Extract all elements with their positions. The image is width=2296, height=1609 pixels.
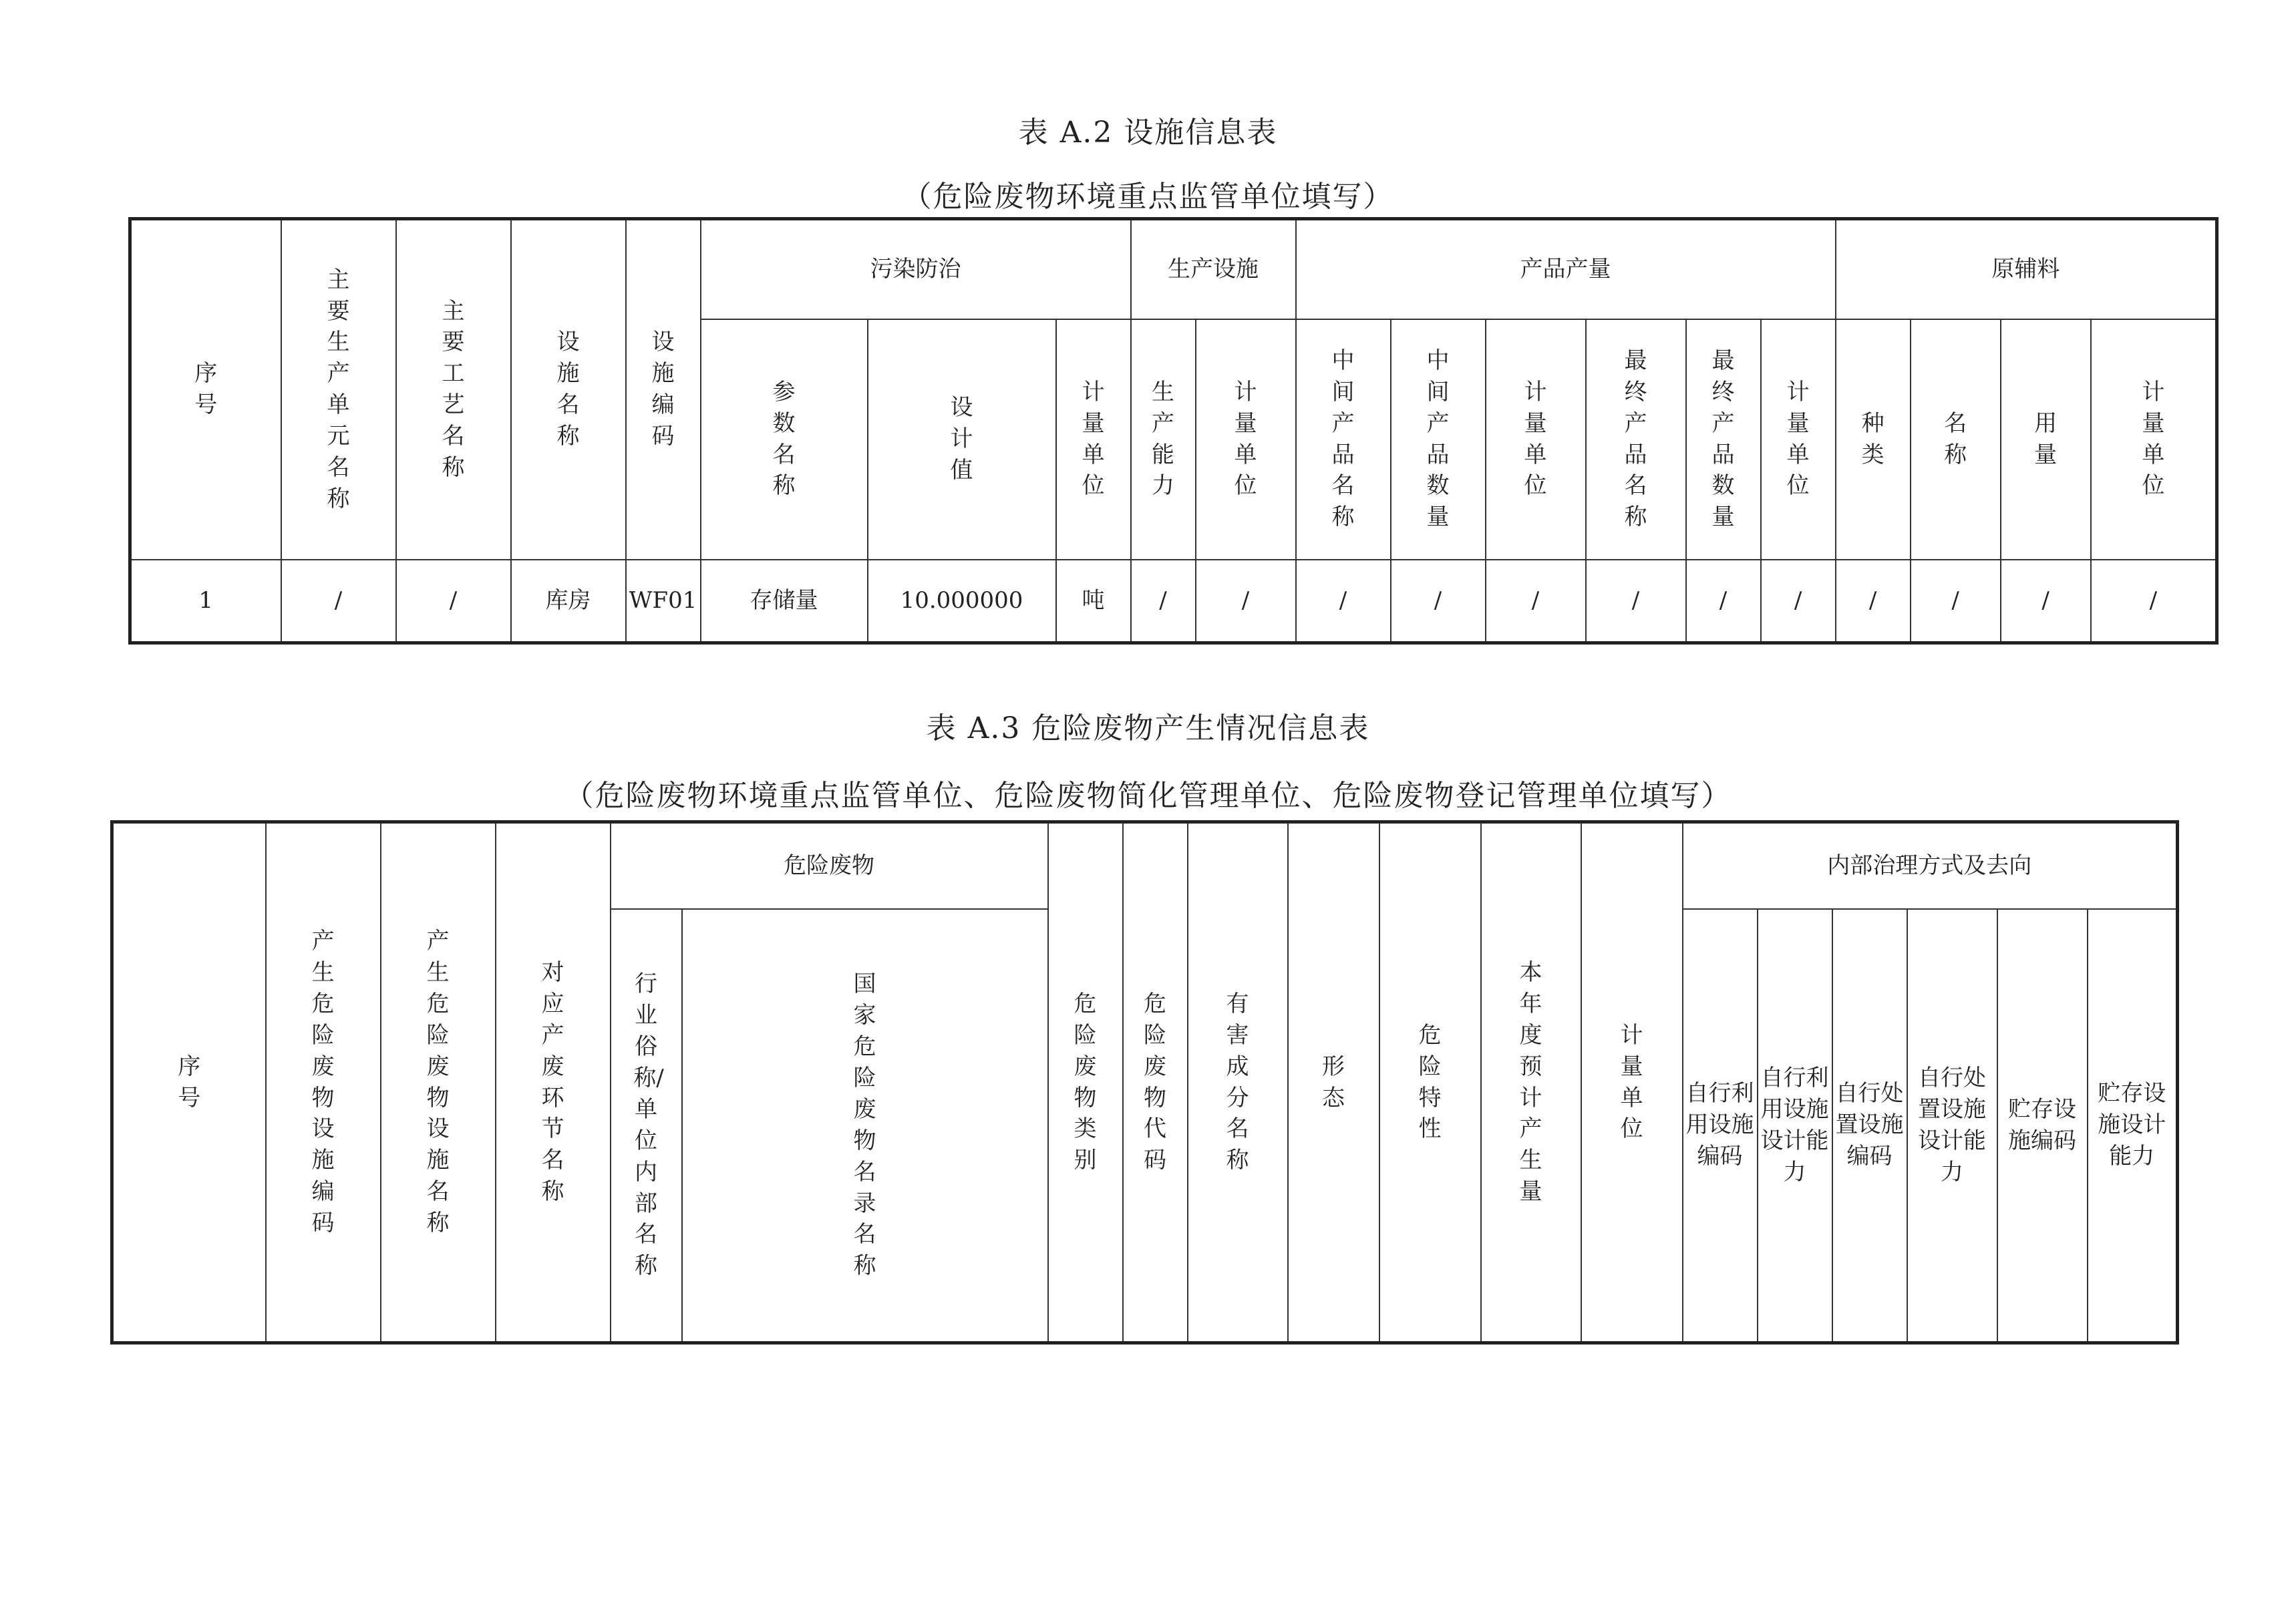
header-main-process: 主要工艺名称 [396, 219, 511, 560]
header-hazardous-waste: 危险废物 [611, 822, 1048, 909]
header-unit: 计量单位 [1581, 822, 1683, 1343]
cell-final-qty: / [1686, 560, 1761, 643]
header-seq: 序号 [112, 822, 266, 1343]
facility-info-table [128, 217, 2219, 645]
header-self-disposal-code: 自行处置设施编码 [1832, 909, 1907, 1343]
header-unit-intermediate: 计量单位 [1486, 319, 1586, 560]
cell-main-process: / [396, 560, 511, 643]
header-final-name: 最终产品名称 [1586, 319, 1686, 560]
table-a3-title: 表 A.3 危险废物产生情况信息表 [926, 711, 1370, 745]
header-param-name: 参数名称 [701, 319, 868, 560]
header-unit-final: 计量单位 [1761, 319, 1836, 560]
header-unit-capacity: 计量单位 [1196, 319, 1296, 560]
cell-unit-capacity: / [1196, 560, 1296, 643]
header-intermediate-qty: 中间产品数量 [1391, 319, 1486, 560]
header-self-use-code: 自行利用设施编码 [1683, 909, 1758, 1343]
header-internal: 内部治理方式及去向 [1683, 822, 2178, 909]
header-code: 危险废物代码 [1123, 822, 1188, 1343]
header-pollution: 污染防治 [701, 219, 1131, 319]
table-a3-subtitle: （危险废物环境重点监管单位、危险废物简化管理单位、危险废物登记管理单位填写） [564, 779, 1732, 813]
header-category: 危险废物类别 [1048, 822, 1123, 1343]
header-kind: 种类 [1836, 319, 1911, 560]
header-name: 名称 [1911, 319, 2001, 560]
header-national-name: 国家危险废物名录名称 [682, 909, 1048, 1343]
header-storage-capacity: 贮存设施设计能力 [2088, 909, 2178, 1343]
cell-intermediate-qty: / [1391, 560, 1486, 643]
cell-intermediate-name: / [1296, 560, 1391, 643]
cell-unit-final: / [1761, 560, 1836, 643]
cell-kind: / [1836, 560, 1911, 643]
cell-capacity: / [1131, 560, 1196, 643]
cell-facility-name: 库房 [511, 560, 626, 643]
header-intermediate-name: 中间产品名称 [1296, 319, 1391, 560]
header-final-qty: 最终产品数量 [1686, 319, 1761, 560]
header-property: 危险特性 [1379, 822, 1481, 1343]
table-a2-subtitle: （危险废物环境重点监管单位填写） [902, 180, 1394, 214]
header-facility-name: 设施名称 [511, 219, 626, 560]
header-facility-code: 设施编码 [626, 219, 701, 560]
header-main-unit: 主要生产单元名称 [281, 219, 396, 560]
cell-unit-intermediate: / [1486, 560, 1586, 643]
hazardous-waste-table [110, 820, 2179, 1345]
cell-usage: / [2001, 560, 2091, 643]
header-seq: 序号 [130, 219, 281, 560]
header-raw-material: 原辅料 [1836, 219, 2217, 319]
header-usage: 用量 [2001, 319, 2091, 560]
cell-unit-pollution: 吨 [1056, 560, 1131, 643]
cell-main-unit: / [281, 560, 396, 643]
header-harmful: 有害成分名称 [1188, 822, 1288, 1343]
cell-param-name: 存储量 [701, 560, 868, 643]
header-form: 形态 [1288, 822, 1379, 1343]
header-facility-code: 产生危险废物设施编码 [266, 822, 381, 1343]
header-facility-name: 产生危险废物设施名称 [381, 822, 496, 1343]
header-unit-raw: 计量单位 [2091, 319, 2217, 560]
header-industry-name: 行业俗称/单位内部名称 [611, 909, 682, 1343]
header-process: 对应产废环节名称 [496, 822, 611, 1343]
header-design-value: 设计值 [868, 319, 1056, 560]
header-self-use-capacity: 自行利用设施设计能力 [1758, 909, 1832, 1343]
cell-design-value: 10.000000 [868, 560, 1056, 643]
cell-seq: 1 [130, 560, 281, 643]
header-annual-output: 本年度预计产生量 [1481, 822, 1581, 1343]
header-storage-code: 贮存设施编码 [1997, 909, 2088, 1343]
header-production-facility: 生产设施 [1131, 219, 1296, 319]
cell-unit-raw: / [2091, 560, 2217, 643]
table-row [130, 560, 2217, 643]
cell-final-name: / [1586, 560, 1686, 643]
header-self-disposal-capacity: 自行处置设施设计能力 [1907, 909, 1997, 1343]
header-capacity: 生产能力 [1131, 319, 1196, 560]
table-a2-title: 表 A.2 设施信息表 [1018, 116, 1278, 150]
cell-name: / [1911, 560, 2001, 643]
cell-facility-code: WF01 [626, 560, 701, 643]
header-product-output: 产品产量 [1296, 219, 1836, 319]
header-unit-pollution: 计量单位 [1056, 319, 1131, 560]
